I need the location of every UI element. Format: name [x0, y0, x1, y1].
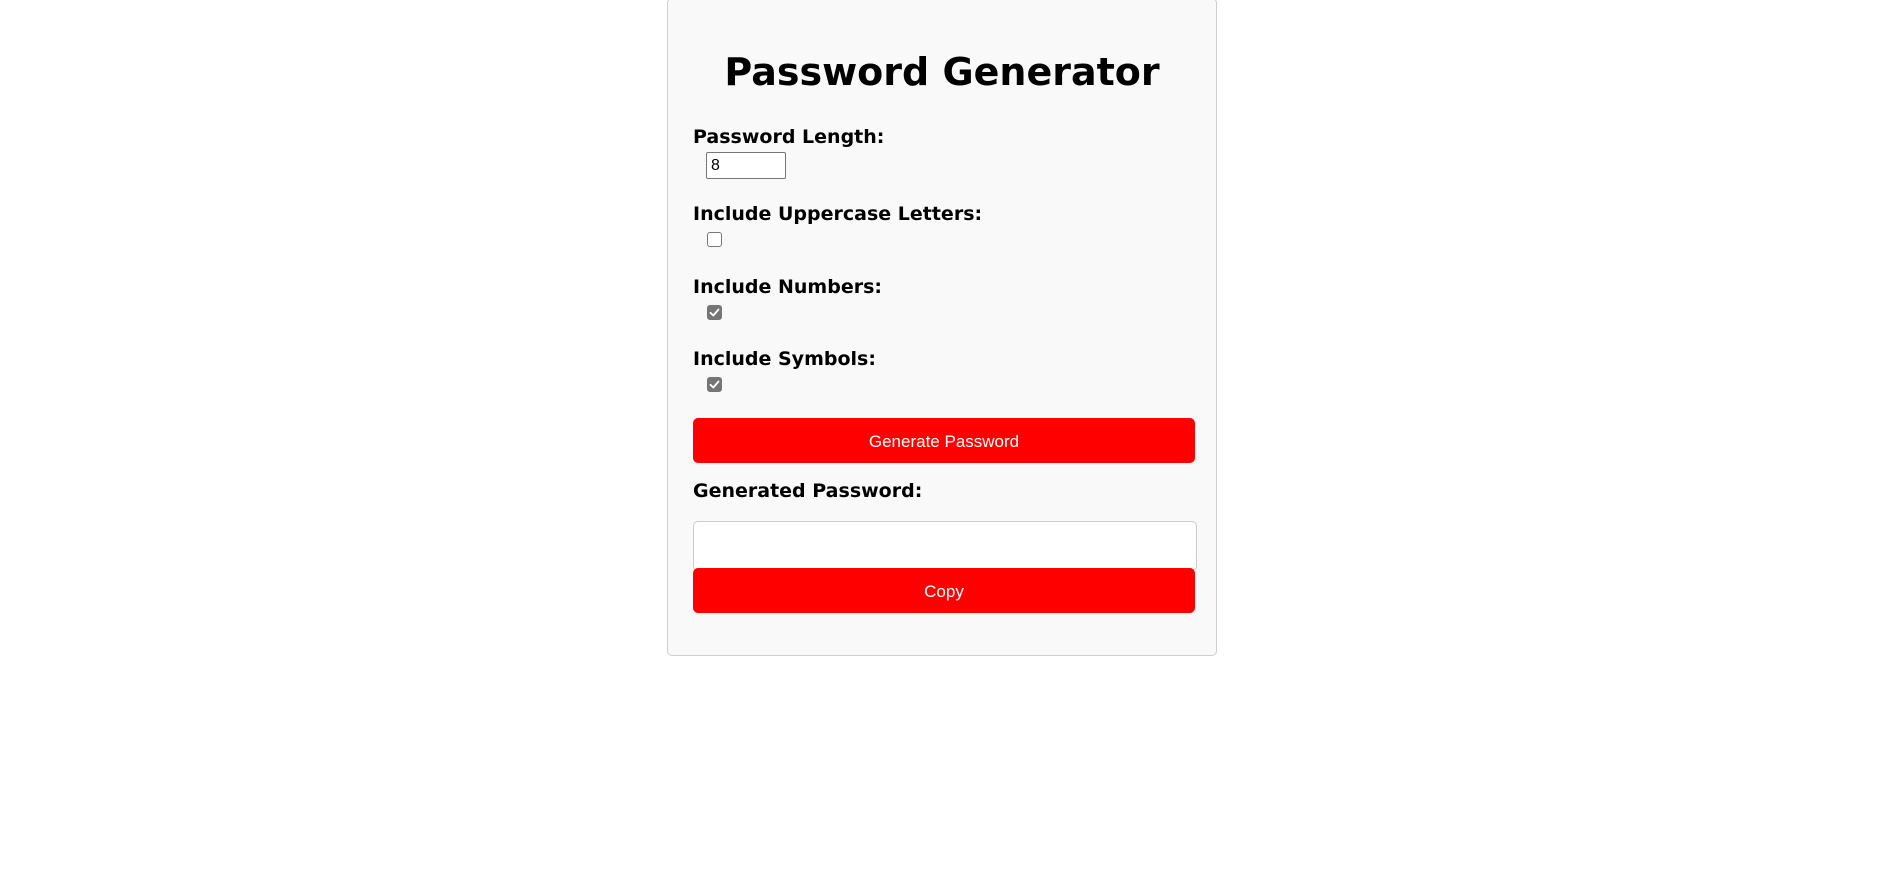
generated-password-label: Generated Password: [693, 480, 923, 502]
generate-password-button[interactable]: Generate Password [693, 418, 1195, 463]
copy-button[interactable]: Copy [693, 568, 1195, 613]
page-title: Password Generator [724, 50, 1160, 94]
symbols-checkbox[interactable] [707, 377, 722, 392]
check-icon [709, 307, 720, 318]
password-length-label: Password Length: [693, 126, 885, 148]
uppercase-label: Include Uppercase Letters: [693, 203, 983, 225]
check-icon [709, 379, 720, 390]
numbers-checkbox[interactable] [707, 305, 722, 320]
numbers-label: Include Numbers: [693, 276, 882, 298]
password-length-input[interactable] [706, 152, 786, 179]
uppercase-checkbox[interactable] [707, 232, 722, 247]
generated-password-output[interactable] [693, 521, 1197, 571]
symbols-label: Include Symbols: [693, 348, 876, 370]
password-generator-card [667, 0, 1217, 656]
